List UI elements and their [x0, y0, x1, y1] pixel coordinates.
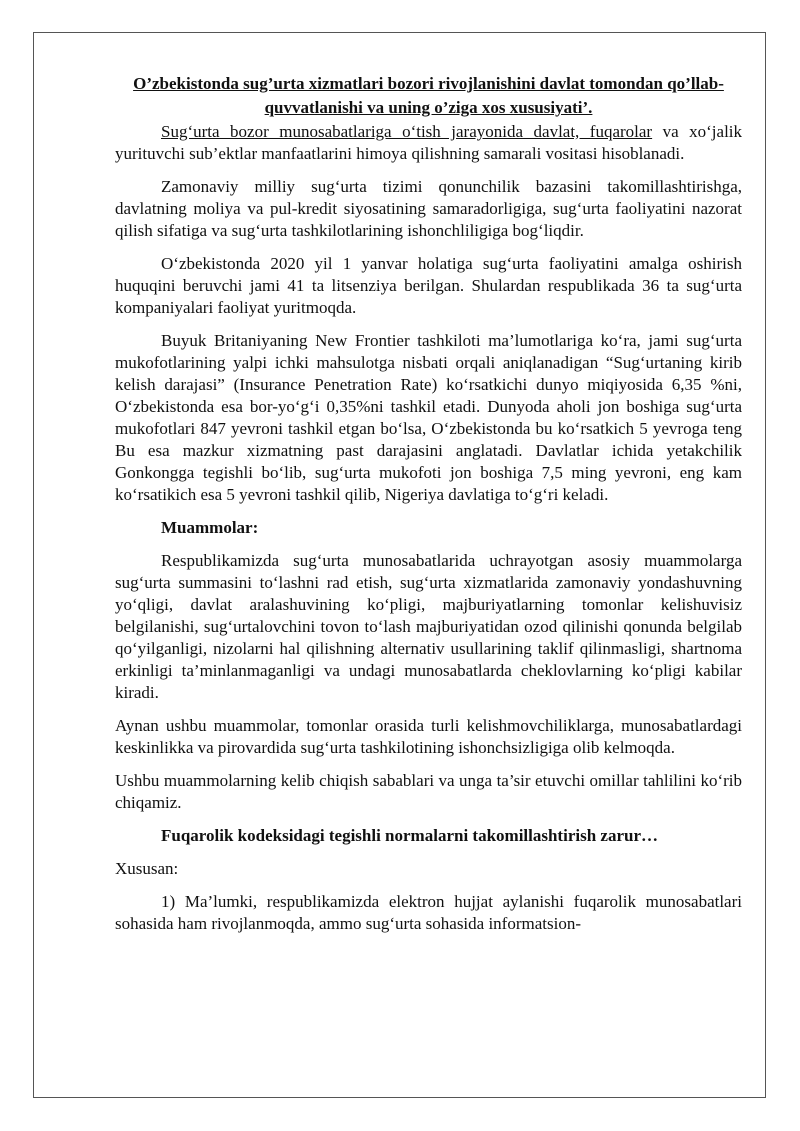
paragraph-1-underlined-text: Sug‘urta bozor munosabatlariga o‘tish jarayonida davlat, fuqarolar — [161, 122, 653, 141]
document-title: O’zbekistonda sug’urta xizmatlari bozori rivojlanishini davlat tomondan qo’llab-quvvatlanishi va uning o’ziga xos xususiyati’. — [133, 74, 724, 117]
paragraph-2: Zamonaviy milliy sug‘urta tizimi qonunchilik bazasini takomillashtirishga, davlatning moliya va pul-kredit siyosatining samaradorligiga, sug‘urta faoliyatini nazorat qilish sifatiga va sug‘urta tashkilotlarining ishonchliligiga bog‘liqdir. — [115, 177, 742, 240]
paragraph-6: Aynan ushbu muammolar, tomonlar orasida turli kelishmovchiliklarga, munosabatlardagi keskinlikka va pirovardida sug‘urta tashkilotining ishonchsizligiga olib kelmoqda. — [115, 716, 742, 757]
paragraph-9: 1) Ma’lumki, respublikamizda elektron hujjat aylanishi fuqarolik munosabatlari sohasida ham rivojlanmoqda, ammo sug‘urta sohasida informatsion- — [115, 892, 742, 933]
paragraph-5: Respublikamizda sug‘urta munosabatlarida uchrayotgan asosiy muammolarga sug‘urta summasini to‘lashni rad etish, sug‘urta xizmatlarida zamonaviy yondashuvning yo‘qligi, davlat aralashuvining ko‘pligi, majburiyatlarning tomonlar kelishuvisiz belgilanishi, sug‘urtalovchini tovon to‘lash majburiyatidan ozod qilinishi qonunda belgilab qo‘yilganligi, nizolarni hal qilishning alternativ usullarining taklif qilinmasligi, shartnoma erkinligi ta’minlanmaganligi va undagi munosabatlarda cheklovlarning ko‘pligi kabilar kiradi. — [115, 551, 742, 702]
paragraph-4: Buyuk Britaniyaning New Frontier tashkiloti ma’lumotlariga ko‘ra, jami sug‘urta mukofotlarining yalpi ichki mahsulotga nisbati orqali aniqlanadigan “Sug‘urtaning kirib kelish darajasi” (Insurance Penetration Rate) ko‘rsatkichi dunyo miqiyosida 6,35 %ni, O‘zbekistonda esa bor-yo‘g‘i 0,35%ni tashkil etadi. Dunyoda aholi jon boshiga sug‘urta mukofotlari 847 yevroni tashkil etgan bo‘lsa, O‘zbekistonda bu ko‘rsatkich 5 yevroga teng Bu esa mazkur xizmatning past darajasini anglatadi. Davlatlar ichida yetakchilik Gonkongga tegishli bo‘lib, sug‘urta mukofoti jon boshiga 7,5 ming yevroni, eng kam ko‘rsatikich esa 5 yevroni tashkil qilib, Nigeriya davlatiga to‘g‘ri keladi. — [115, 331, 742, 504]
heading-problems: Muammolar: — [161, 518, 259, 537]
paragraph-1 — [115, 121, 742, 165]
paragraph-1-text: va xo‘jalik yurituvchi sub’ektlar manfaatlarini himoya qilishning samarali vositasi hisoblanadi. — [115, 122, 743, 163]
document-body — [115, 72, 742, 935]
paragraph-8: Xususan: — [115, 859, 179, 878]
paragraph-3: O‘zbekistonda 2020 yil 1 yanvar holatiga sug‘urta faoliyatini amalga oshirish huquqini beruvchi jami 41 ta litsenziya berilgan. Shulardan respublikada 36 ta sug‘urta kompaniyalari faoliyat yuritmoqda. — [115, 254, 742, 317]
paragraph-7: Ushbu muammolarning kelib chiqish sabablari va unga ta’sir etuvchi omillar tahlilini ko‘rib chiqamiz. — [115, 771, 742, 812]
heading-civil-code: Fuqarolik kodeksidagi tegishli normalarni takomillashtirish zarur… — [161, 826, 658, 845]
